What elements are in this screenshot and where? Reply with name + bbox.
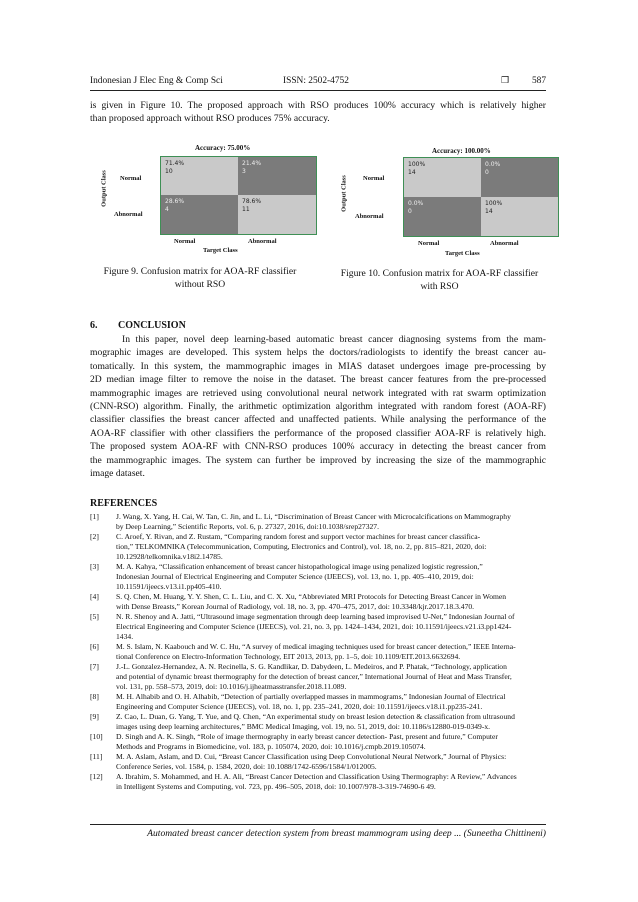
reference-line: M. A. Aslam, Aslam, and D. Cui, “Breast Cancer Classification using Deep Convolutional Neural Network,” Journal of Physics:	[116, 752, 507, 761]
reference-item	[90, 772, 546, 792]
reference-number: [3]	[90, 562, 99, 571]
reference-line: Electrical Engineering and Computer Science (IJEECS), vol. 21, no. 3, pp. 1424–1434, 2021, doi: 10.11591/ijeecs.v21.i3.pp1424-	[116, 622, 512, 631]
text-line: classifier classifies the breast cancer affected and unaffected patients. While analysing the performance of the	[90, 414, 546, 426]
section-title: CONCLUSION	[118, 320, 186, 331]
reference-item	[90, 562, 546, 592]
reference-line: 10.12928/telkomnika.v18i2.14785.	[116, 552, 223, 561]
reference-number: [7]	[90, 662, 99, 671]
cell-percent: 100%	[485, 200, 503, 207]
reference-line: 1434.	[116, 632, 134, 641]
reference-line: J. Wang, X. Yang, H. Cai, W. Tan, C. Jin, and L. Li, “Discrimination of Breast Cancer with Microcalcifications on Mammography	[116, 512, 511, 521]
cell-count: 4	[165, 205, 169, 213]
reference-line: C. Aroef, Y. Rivan, and Z. Rustam, “Comparing random forest and support vector machines for breast cancer classifica-	[116, 532, 481, 541]
figure9-y-axis-label: Output Class	[100, 170, 108, 207]
figure9-caption	[90, 266, 310, 291]
caption-line: Figure 9. Confusion matrix for AOA-RF classifier	[103, 266, 297, 277]
reference-line: Conference Series, vol. 1584, p. 1584, 2020, doi: 10.1088/1742-6596/1584/1/012005.	[116, 762, 377, 771]
section-number: 6.	[90, 320, 98, 331]
reference-line: N. R. Shenoy and A. Jatti, “Ultrasound image segmentation through deep learning based improvised U-Net,” Indonesian Journal of	[116, 612, 515, 621]
references-heading: REFERENCES	[90, 498, 158, 509]
figure10-title: Accuracy: 100.00%	[432, 147, 491, 155]
reference-number: [4]	[90, 592, 99, 601]
page-number: 587	[531, 76, 546, 86]
reference-item	[90, 732, 546, 752]
text-line: than proposed approach without RSO produces 75% accuracy.	[90, 113, 330, 125]
reference-line: J.-L. Gonzalez-Hernandez, A. N. Recinella, S. G. Kandlikar, D. Dabydeen, L. Medeiros, and P. Phatak, “Technology, application	[116, 662, 507, 671]
reference-item	[90, 532, 546, 562]
figure10-y-axis-label: Output Class	[340, 175, 348, 212]
cell-count: 11	[242, 205, 250, 213]
reference-item	[90, 612, 546, 642]
reference-line: by Deep Learning,” Scientific Reports, vol. 6, p. 27327, 2016, doi:10.1038/srep27327.	[116, 522, 379, 531]
issn: ISSN: 2502-4752	[283, 76, 349, 86]
cell-count: 0	[485, 168, 489, 176]
figure10-cell	[404, 158, 481, 197]
reference-number: [10]	[90, 732, 103, 741]
cell-percent: 100%	[408, 161, 426, 168]
reference-line: Indonesian Journal of Electrical Engineering and Computer Science (IJEECS), vol. 13, no. 1, pp. 405–410, 2019, doi:	[116, 572, 474, 581]
cell-count: 14	[485, 207, 493, 215]
reference-line: images using deep learning architectures,” BMC Medical Imaging, vol. 19, no. 51, 2019, doi: 10.1186/s12880-019-0349-x.	[116, 722, 491, 731]
figure9-cell	[238, 195, 316, 234]
reference-number: [1]	[90, 512, 99, 521]
figure9-col-label: Normal	[174, 238, 196, 245]
cell-percent: 28.6%	[165, 198, 185, 205]
figure9-confusion-matrix	[100, 140, 300, 265]
caption-line: with RSO	[420, 280, 459, 292]
cell-percent: 71.4%	[165, 160, 185, 167]
cell-percent: 78.6%	[242, 198, 262, 205]
figure9-matrix-grid	[160, 156, 317, 235]
cell-count: 14	[408, 168, 416, 176]
cell-percent: 0.0%	[408, 200, 424, 207]
text-line: tomatically. In this system, the mammographic images in MIAS dataset undergoes image pre-processing by	[90, 360, 546, 372]
reference-item	[90, 692, 546, 712]
reference-item	[90, 512, 546, 532]
text-line: image dataset.	[90, 468, 145, 480]
running-footer: Automated breast cancer detection system from breast mammogram using deep ... (Suneetha Chittineni)	[147, 828, 546, 839]
figure10-col-label: Abnormal	[490, 240, 519, 247]
figure10-cell	[481, 197, 558, 236]
intro-paragraph	[90, 99, 546, 126]
text-line: In this paper, novel deep learning-based automatic breast cancer diagnosing systems from the mam-	[122, 334, 546, 345]
running-header	[90, 76, 546, 88]
figure10-row-label: Normal	[363, 175, 385, 182]
reference-line: vol. 131, pp. 558–573, 2019, doi: 10.1016/j.ijheatmasstransfer.2018.11.089.	[116, 682, 347, 691]
figure10-cell	[481, 158, 558, 197]
text-line: AOA-RF classifier with other classifiers the performance of the proposed classifier AOA-RF is relatively high.	[90, 427, 546, 439]
reference-item	[90, 592, 546, 612]
text-line: mammographic images are retrieved using convolutional neural network integrated with rat swarm optimization	[90, 387, 546, 399]
figure10-confusion-matrix	[338, 140, 538, 265]
footer-rule	[90, 824, 546, 825]
figure9-x-axis-label: Target Class	[203, 247, 238, 254]
reference-number: [12]	[90, 772, 103, 781]
reference-line: Engineering and Computer Science (IJEECS), vol. 18, no. 1, pp. 235–241, 2020, doi: 10.11591/ijeecs.v18.i1.pp235-241.	[116, 702, 483, 711]
cell-count: 10	[165, 167, 173, 175]
reference-line: A. Ibrahim, S. Mohammed, and H. A. Ali, “Breast Cancer Detection and Classification Using Thermography: A Review,” Advances	[116, 772, 517, 781]
caption-line: without RSO	[174, 278, 226, 290]
reference-number: [2]	[90, 532, 99, 541]
figure10-cell	[404, 197, 481, 236]
text-line: mographic images are developed. This system helps the doctors/radiologists to identify the breast cancer au-	[90, 347, 546, 359]
reference-number: [11]	[90, 752, 103, 761]
box-icon: ❒	[501, 76, 510, 86]
reference-line: S. Q. Chen, M. Huang, Y. Y. Shen, C. L. Liu, and C. X. Xu, “Abbreviated MRI Protocols for Detecting Breast Cancer in Women	[116, 592, 507, 601]
reference-line: D. Singh and A. K. Singh, “Role of image thermography in early breast cancer detection- Past, present and future,” Computer	[116, 732, 498, 741]
reference-line: Methods and Programs in Biomedicine, vol. 183, p. 105074, 2020, doi: 10.1016/j.cmpb.2019.105074.	[116, 742, 426, 751]
figure9-title: Accuracy: 75.00%	[195, 144, 251, 152]
cell-count: 0	[408, 207, 412, 215]
figure9-col-label: Abnormal	[248, 238, 277, 245]
reference-item	[90, 752, 546, 772]
caption-line: Figure 10. Confusion matrix for AOA-RF classifier	[340, 268, 539, 279]
figure10-matrix-grid	[403, 157, 559, 237]
cell-percent: 0.0%	[485, 161, 501, 168]
reference-number: [6]	[90, 642, 99, 651]
text-line: is given in Figure 10. The proposed approach with RSO produces 100% accuracy which is relatively higher	[90, 100, 546, 111]
references-list	[90, 512, 546, 792]
text-line: the mammographic images. The system can further be improved by increasing the size of the mammographic	[90, 454, 546, 466]
figure9-cell	[238, 157, 316, 195]
reference-item	[90, 662, 546, 692]
reference-line: M. S. Islam, N. Kaabouch and W. C. Hu, “A survey of medical imaging techniques used for breast cancer detection,” IEEE Interna-	[116, 642, 516, 651]
reference-line: Z. Cao, L. Duan, G. Yang, T. Yue, and Q. Chen, “An experimental study on breast lesion detection & classification from ultrasound	[116, 712, 515, 721]
reference-number: [5]	[90, 612, 99, 621]
figure10-x-axis-label: Target Class	[445, 250, 480, 257]
conclusion-paragraph	[90, 333, 546, 480]
reference-line: in Intelligent Systems and Computing, vol. 723, pp. 496–505, 2018, doi: 10.1007/978-3-319-74690-6 49.	[116, 782, 436, 791]
reference-line: and potential of dynamic breast thermography for the detection of breast cancer,” International Journal of Heat and Mass Transfer,	[116, 672, 512, 681]
figure10-row-label: Abnormal	[355, 213, 384, 220]
cell-percent: 21.4%	[242, 160, 262, 167]
reference-number: [9]	[90, 712, 99, 721]
reference-line: M. H. Alhabib and O. H. Alhabib, “Detection of partially overlapped masses in mammograms,” Indonesian Journal of Electrical	[116, 692, 506, 701]
section-heading	[90, 320, 186, 331]
reference-item	[90, 642, 546, 662]
figure9-row-label: Abnormal	[114, 211, 143, 218]
text-line: (CNN-RSO) algorithm. Finally, the arithmetic optimization algorithm integrated with random forest (AOA-RF)	[90, 401, 546, 413]
reference-line: 10.11591/ijeecs.v13.i1.pp405-410.	[116, 582, 222, 591]
header-rule	[90, 90, 546, 91]
reference-line: M. A. Kahya, “Classification enhancement of breast cancer histopathological image using penalized logistic regression,”	[116, 562, 483, 571]
reference-number: [8]	[90, 692, 99, 701]
text-line: 2D median image filter to remove the noise in the dataset. The breast cancer features from the pre-processed	[90, 374, 546, 386]
cell-count: 3	[242, 167, 246, 175]
figure9-cell	[161, 157, 238, 195]
reference-line: tional Conference on Electro-Information Technology, EIT 2013, 2013, pp. 1–5, doi: 10.1109/EIT.2013.6632694.	[116, 652, 461, 661]
journal-name: Indonesian J Elec Eng & Comp Sci	[90, 76, 223, 86]
figure9-cell	[161, 195, 238, 234]
figure10-caption	[322, 268, 557, 293]
reference-line: tion,” TELKOMNIKA (Telecommunication, Computing, Electronics and Control), vol. 18, no. 2, pp. 815–821, 2020, doi:	[116, 542, 487, 551]
text-line: The proposed system AOA-RF with CNN-RSO produces 100% accuracy in detecting the breast cancer from	[90, 441, 546, 453]
reference-item	[90, 712, 546, 732]
reference-line: with Dense Breasts,” Korean Journal of Radiology, vol. 18, no. 3, pp. 470–475, 2017, doi: 10.3348/kjr.2017.18.3.470.	[116, 602, 475, 611]
figure10-col-label: Normal	[418, 240, 440, 247]
figure9-row-label: Normal	[120, 175, 142, 182]
